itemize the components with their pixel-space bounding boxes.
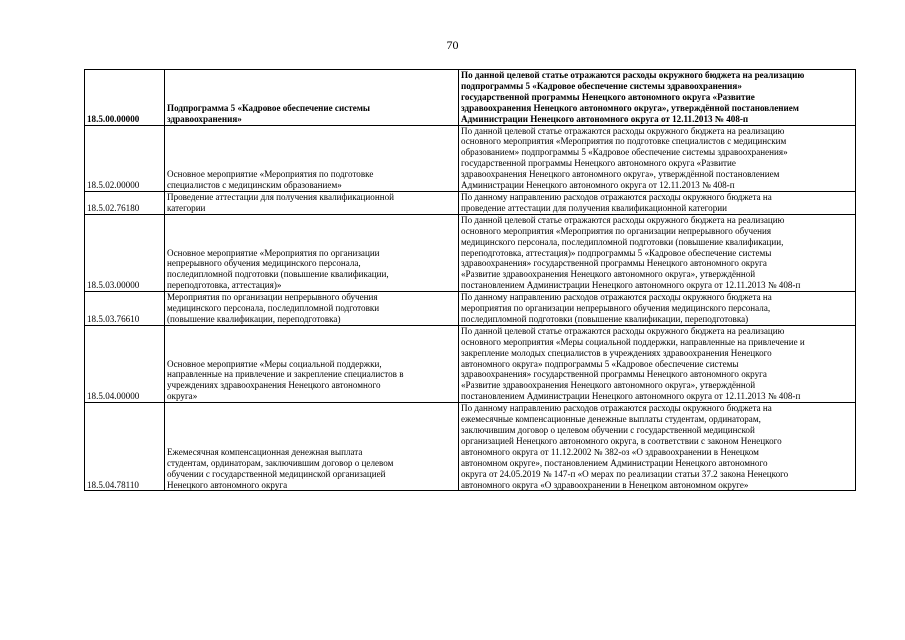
description-line: постановлением Администрации Ненецкого автономного округа от 12.11.2013 № 408-п [461, 280, 801, 291]
description-line: основного мероприятия «Меры социальной поддержки, направленные на привлечение и [461, 336, 805, 347]
name-line: Основное мероприятие «Меры социальной поддержки, [167, 358, 382, 369]
table-row [85, 214, 856, 291]
expense-item-name [165, 403, 459, 491]
description-line: По данному направлению расходов отражаются расходы окружного бюджета на [461, 292, 772, 303]
expense-item-name [165, 70, 459, 126]
description-line: Администрации Ненецкого автономного округа от 12.11.2013 № 408-п [461, 113, 749, 124]
name-line: Основное мероприятие «Мероприятия по организации [167, 247, 380, 258]
name-line: последипломной подготовки (повышение квалификации, [167, 269, 389, 280]
description-line: основного мероприятия «Мероприятия по организации непрерывного обучения [461, 225, 772, 236]
name-line: Ненецкого автономного округа [167, 479, 288, 490]
description-line: здравоохранения» государственной программы Ненецкого автономного округа [461, 369, 767, 380]
expense-description [459, 403, 856, 491]
classification-code: 18.5.02.76180 [85, 191, 165, 214]
table-row [85, 191, 856, 214]
description-line: государственной программы Ненецкого автономного округа «Развитие [461, 158, 736, 169]
expense-description [459, 214, 856, 291]
name-line: направленные на привлечение и закрепление специалистов в [167, 369, 404, 380]
classification-code: 18.5.03.76610 [85, 292, 165, 326]
expense-item-name [165, 191, 459, 214]
description-line: «Развитие здравоохранения Ненецкого автономного округа», утверждённой [461, 269, 756, 280]
expense-item-name [165, 214, 459, 291]
description-line: закрепление молодых специалистов в учреждениях здравоохранения Ненецкого [461, 347, 772, 358]
name-line: Ежемесячная компенсационная денежная выплата [167, 446, 363, 457]
description-line: проведение аттестации для получения квалификационной категории [461, 202, 727, 213]
classification-code: 18.5.03.00000 [85, 214, 165, 291]
expense-item-name [165, 125, 459, 191]
description-line: постановлением Администрации Ненецкого автономного округа от 12.11.2013 № 408-п [461, 391, 801, 402]
name-line: округа» [167, 391, 198, 402]
expense-description [459, 325, 856, 402]
name-line: Подпрограмма 5 «Кадровое обеспечение системы [167, 102, 371, 113]
description-line: Администрации Ненецкого автономного округа от 12.11.2013 № 408-п [461, 180, 735, 191]
description-line: автономного округа от 11.12.2002 № 382-оз «О здравоохранении в Ненецком [461, 446, 759, 457]
name-line: переподготовка, аттестация)» [167, 280, 282, 291]
name-line: здравоохранения» [167, 113, 242, 124]
name-line: студентам, ординаторам, заключившим договор о целевом [167, 457, 394, 468]
description-line: автономного округа» подпрограммы 5 «Кадровое обеспечение системы [461, 358, 739, 369]
classification-code: 18.5.04.00000 [85, 325, 165, 402]
name-line: непрерывного обучения медицинского персонала, [167, 258, 361, 269]
description-line: По данному направлению расходов отражаются расходы окружного бюджета на [461, 191, 772, 202]
name-line: Основное мероприятие «Мероприятия по подготовке [167, 169, 374, 180]
expense-item-name [165, 325, 459, 402]
table-row [85, 403, 856, 491]
name-line: обучении с государственной медицинской организацией [167, 468, 386, 479]
description-line: медицинского персонала, последипломной подготовки (повышение квалификации, [461, 236, 784, 247]
expense-description [459, 191, 856, 214]
name-line: (повышение квалификации, переподготовка) [167, 313, 341, 324]
description-line: здравоохранения» государственной программы Ненецкого автономного округа [461, 258, 767, 269]
description-line: округа от 24.05.2019 № 147-п «О мерах по реализации статьи 37.2 закона Ненецкого [461, 468, 789, 479]
name-line: специалистов с медицинским образованием» [167, 180, 342, 191]
expense-description [459, 125, 856, 191]
table-body [85, 70, 856, 491]
budget-classification-table [84, 69, 856, 491]
classification-code: 18.5.02.00000 [85, 125, 165, 191]
description-line: По данной целевой статье отражаются расходы окружного бюджета на реализацию [461, 125, 785, 136]
table-row [85, 325, 856, 402]
description-line: последипломной подготовки (повышение квалификации, переподготовка) [461, 313, 749, 324]
description-line: подпрограммы 5 «Кадровое обеспечение системы здравоохранения» [461, 80, 742, 91]
expense-description [459, 70, 856, 126]
description-line: образованием» подпрограммы 5 «Кадровое обеспечение системы здравоохранения» [461, 147, 788, 158]
name-line: Проведение аттестации для получения квалификационной [167, 191, 394, 202]
description-line: автономном округе», постановлением Администрации Ненецкого автономного [461, 457, 768, 468]
table-row [85, 70, 856, 126]
name-line: учреждениях здравоохранения Ненецкого автономного [167, 380, 381, 391]
table-row [85, 292, 856, 326]
description-line: По данной целевой статье отражаются расходы окружного бюджета на реализацию [461, 325, 785, 336]
description-line: организацией Ненецкого автономного округа, в соответствии с законом Ненецкого [461, 435, 782, 446]
name-line: Мероприятия по организации непрерывного обучения [167, 292, 378, 303]
table-row [85, 125, 856, 191]
description-line: мероприятия по организации непрерывного обучения медицинского персонала, [461, 303, 771, 314]
description-line: По данной целевой статье отражаются расходы окружного бюджета на реализацию [461, 214, 785, 225]
name-line: категории [167, 202, 206, 213]
expense-description [459, 292, 856, 326]
classification-code: 18.5.00.00000 [85, 70, 165, 126]
description-line: автономного округа «О здравоохранении в Ненецком автономном округе» [461, 479, 749, 490]
description-line: По данному направлению расходов отражаются расходы окружного бюджета на [461, 403, 772, 414]
classification-code: 18.5.04.78110 [85, 403, 165, 491]
description-line: заключившим договор о целевом обучении с государственной медицинской [461, 425, 755, 435]
description-line: здравоохранения Ненецкого автономного округа», утверждённой постановлением [461, 102, 799, 113]
name-line: медицинского персонала, последипломной подготовки [167, 303, 380, 314]
description-line: государственной программы Ненецкого автономного округа «Развитие [461, 91, 755, 102]
expense-item-name [165, 292, 459, 326]
description-line: основного мероприятия «Мероприятия по подготовке специалистов с медицинским [461, 136, 787, 147]
description-line: переподготовка, аттестация)» подпрограммы 5 «Кадровое обеспечение системы [461, 247, 772, 258]
description-line: ежемесячные компенсационные денежные выплаты студентам, ординаторам, [461, 414, 761, 425]
description-line: «Развитие здравоохранения Ненецкого автономного округа», утверждённой [461, 380, 756, 391]
description-line: По данной целевой статье отражаются расходы окружного бюджета на реализацию [461, 70, 805, 80]
page-number: 70 [446, 38, 459, 52]
description-line: здравоохранения Ненецкого автономного округа», утверждённой постановлением [461, 169, 780, 180]
